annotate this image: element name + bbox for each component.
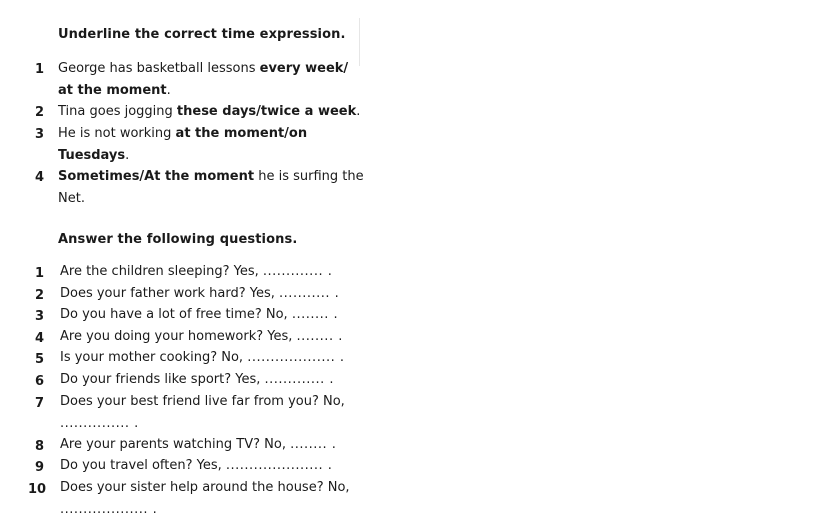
item2-text-pre: Tina goes jogging — [58, 104, 177, 119]
q10-answer-blank[interactable]: ................... . — [60, 502, 158, 517]
item3-text-pre: He is not working — [58, 126, 176, 141]
exercise2-q3 — [60, 304, 338, 326]
item4-text-post: he is surfing the — [254, 169, 364, 184]
exercise2-q6-number: 6 — [34, 374, 44, 389]
item2-options[interactable]: these days/twice a week — [176, 104, 357, 119]
exercise2-q1-number: 1 — [34, 266, 44, 281]
exercise2-q9 — [60, 455, 332, 477]
exercise2-q4 — [60, 326, 343, 348]
q1-answer-blank[interactable]: ............. . — [262, 264, 333, 279]
exercise1-item2 — [58, 101, 360, 123]
item3-option-b[interactable]: Tuesdays — [58, 147, 126, 163]
exercise1-item3-number: 3 — [34, 127, 44, 142]
q8-text: Are your parents watching TV? No, — [60, 437, 291, 452]
scan-edge-line — [359, 18, 360, 66]
exercise2-q10-number: 10 — [28, 482, 47, 497]
exercise2-q10 — [60, 477, 350, 499]
exercise2-q6 — [60, 369, 334, 391]
exercise2-heading: Answer the following questions. — [58, 232, 298, 247]
exercise1-item2-number: 2 — [34, 105, 44, 120]
q5-answer-blank[interactable]: ................... . — [247, 350, 345, 365]
exercise2-q4-number: 4 — [34, 331, 44, 346]
exercise2-q10-answer-line — [60, 499, 157, 521]
q3-text: Do you have a lot of free time? No, — [60, 307, 292, 322]
q6-text: Do your friends like sport? Yes, — [60, 372, 265, 387]
q6-answer-blank[interactable]: ............. . — [264, 372, 335, 387]
item2-text-post: . — [356, 104, 361, 119]
exercise2-q8-number: 8 — [34, 439, 44, 454]
exercise2-q3-number: 3 — [34, 309, 44, 324]
exercise1-item1 — [58, 58, 348, 101]
exercise1-heading: Underline the correct time expression. — [58, 27, 346, 42]
exercise2-q1 — [60, 261, 332, 283]
q7-text: Does your best friend live far from you? No, — [60, 394, 345, 409]
q2-text: Does your father work hard? Yes, — [60, 286, 280, 301]
q9-text: Do you travel often? Yes, — [60, 458, 226, 473]
q2-answer-blank[interactable]: ........... . — [279, 286, 340, 301]
q8-answer-blank[interactable]: ........ . — [290, 437, 337, 452]
item1-text-post: . — [166, 82, 171, 98]
exercise2-q5 — [60, 347, 344, 369]
exercise1-item4-number: 4 — [34, 170, 44, 185]
exercise1-item1-number: 1 — [34, 62, 44, 77]
exercise1-item4 — [58, 166, 364, 209]
item3-text-post: . — [125, 147, 130, 163]
q9-answer-blank[interactable]: ..................... . — [225, 458, 333, 473]
item1-option-b[interactable]: at the moment — [58, 82, 167, 98]
q4-answer-blank[interactable]: ........ . — [296, 329, 343, 344]
q4-text: Are you doing your homework? Yes, — [60, 329, 297, 344]
exercise2-q2 — [60, 283, 339, 305]
exercise2-q7-answer-line — [60, 413, 139, 435]
item4-options[interactable]: Sometimes/At the moment — [58, 169, 255, 184]
q7-answer-blank[interactable]: ............... . — [60, 416, 139, 431]
exercise2-q9-number: 9 — [34, 460, 44, 475]
q3-answer-blank[interactable]: ........ . — [291, 307, 339, 322]
q10-text: Does your sister help around the house? No, — [60, 480, 350, 495]
exercise2-q7 — [60, 391, 345, 413]
exercise2-q8 — [60, 434, 336, 456]
item3-option-a[interactable]: at the moment/on — [175, 126, 308, 141]
exercise1-item3 — [58, 123, 307, 166]
q1-text: Are the children sleeping? Yes, — [60, 264, 263, 279]
exercise2-q7-number: 7 — [34, 396, 44, 411]
exercise2-q5-number: 5 — [34, 352, 44, 367]
item1-option-a[interactable]: every week/ — [259, 61, 349, 76]
item1-text-pre: George has basketball lessons — [58, 61, 260, 76]
item4-text-line2: Net. — [58, 190, 85, 206]
exercise2-q2-number: 2 — [34, 288, 44, 303]
q5-text: Is your mother cooking? No, — [60, 350, 248, 365]
